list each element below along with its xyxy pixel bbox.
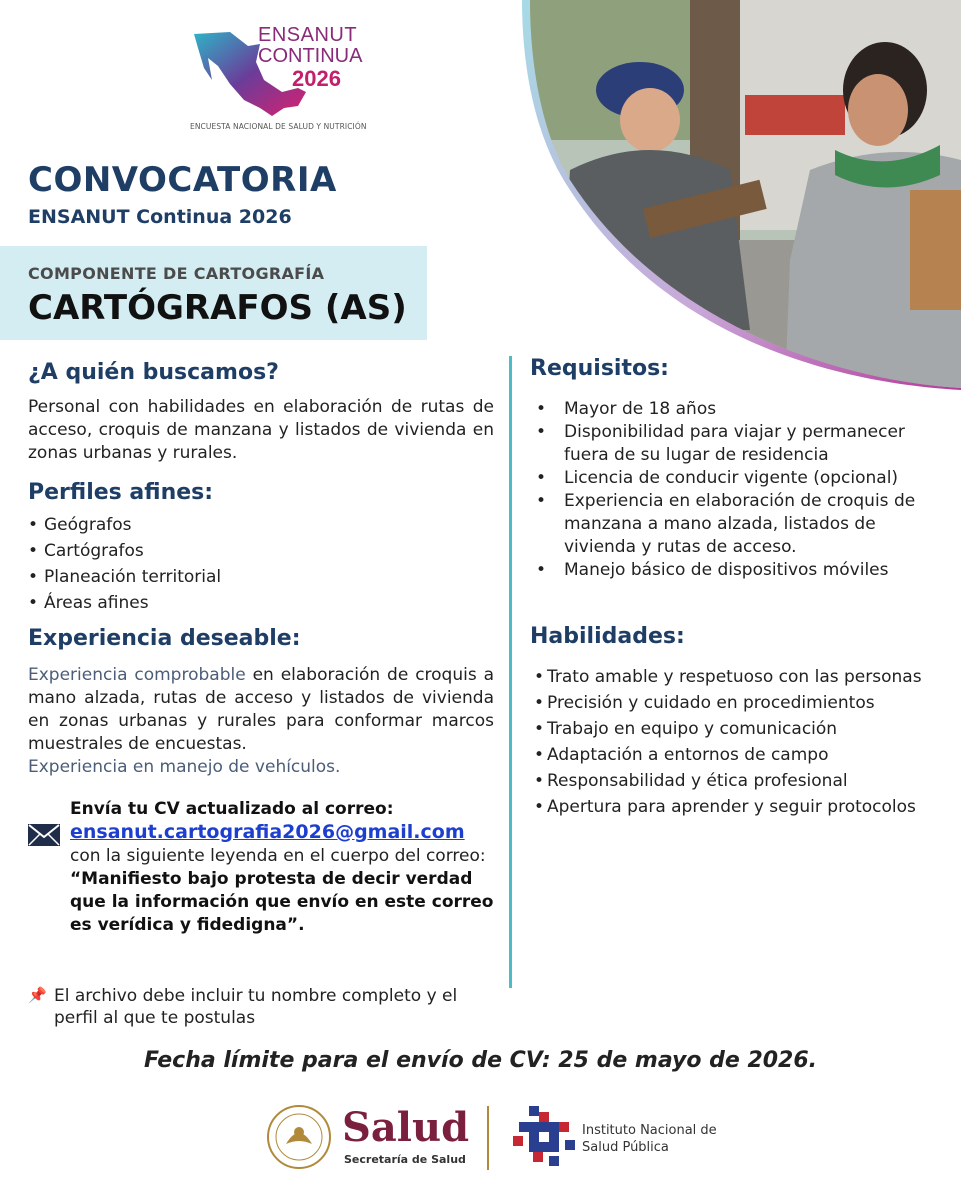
- experiencia-part3: Experiencia en manejo de vehículos.: [28, 757, 341, 777]
- list-item: • Apertura para aprender y seguir protocolos: [534, 794, 934, 820]
- contact-instruction: con la siguiente leyenda en el cuerpo del correo:: [70, 846, 486, 866]
- list-item: • Manejo básico de dispositivos móviles: [536, 559, 950, 582]
- logo-tagline: ENCUESTA NACIONAL DE SALUD Y NUTRICIÓN: [190, 122, 367, 131]
- logo-year: 2026: [292, 66, 341, 91]
- perfiles-heading: Perfiles afines:: [28, 480, 214, 505]
- list-item: • Experiencia en elaboración de croquis de manzana a mano alzada, listados de vivienda y rutas de acceso.: [536, 490, 950, 559]
- component-label: COMPONENTE DE CARTOGRAFÍA: [28, 264, 325, 283]
- experiencia-heading: Experiencia deseable:: [28, 626, 301, 651]
- page-subtitle: ENSANUT Continua 2026: [28, 206, 292, 228]
- deadline-text: Fecha límite para el envío de CV: 25 de mayo de 2026.: [143, 1048, 818, 1073]
- buscamos-text: Personal con habilidades en elaboración de rutas de acceso, croquis de manzana y listados de vivienda en zonas urbanas y rurales.: [28, 397, 494, 463]
- logo-line2: CONTINUA: [258, 45, 363, 67]
- habilidades-list: [534, 664, 934, 820]
- contact-leyenda: “Manifiesto bajo protesta de decir verdad que la información que envío en este correo es verídica y fidedigna”.: [70, 869, 494, 935]
- national-seal-icon: [266, 1104, 332, 1170]
- list-item: • Cartógrafos: [28, 538, 221, 564]
- envelope-icon: [28, 824, 60, 846]
- experiencia-text: [28, 664, 494, 779]
- column-divider: [509, 356, 512, 988]
- requisitos-list: [536, 398, 950, 582]
- logo-line1: ENSANUT: [258, 24, 358, 46]
- list-item: • Disponibilidad para viajar y permanecer fuera de su lugar de residencia: [536, 421, 950, 467]
- fieldwork-photo: [500, 0, 961, 390]
- list-item: • Responsabilidad y ética profesional: [534, 768, 934, 794]
- experiencia-part2: en elaboración de croquis a mano alzada, rutas de acceso y listados de vivienda en zonas urbanas y rurales para conformar marcos muestrales de encuestas.: [28, 665, 495, 754]
- pushpin-icon: 📌: [28, 986, 47, 1004]
- position-title: CARTÓGRAFOS (AS): [28, 288, 407, 328]
- list-item: • Geógrafos: [28, 512, 221, 538]
- list-item: • Mayor de 18 años: [536, 398, 950, 421]
- buscamos-heading: ¿A quién buscamos?: [28, 360, 279, 385]
- insp-name: Instituto Nacional de Salud Pública: [582, 1123, 717, 1155]
- insp-logo-icon: [513, 1106, 575, 1168]
- list-item: • Adaptación a entornos de campo: [534, 742, 934, 768]
- list-item: • Trato amable y respetuoso con las personas: [534, 664, 934, 690]
- email-link[interactable]: ensanut.cartografia2026@gmail.com: [70, 821, 465, 843]
- perfiles-list: [28, 512, 221, 616]
- salud-subtitle: Secretaría de Salud: [344, 1153, 466, 1166]
- habilidades-heading: Habilidades:: [530, 624, 685, 649]
- ensanut-logo: [190, 20, 370, 135]
- contact-block: [70, 798, 500, 937]
- list-item: • Precisión y cuidado en procedimientos: [534, 690, 934, 716]
- page-title: CONVOCATORIA: [28, 160, 337, 200]
- contact-intro: Envía tu CV actualizado al correo:: [70, 799, 394, 819]
- requisitos-heading: Requisitos:: [530, 356, 669, 381]
- footer-separator: [487, 1106, 489, 1170]
- salud-logo-text: Salud: [342, 1104, 470, 1151]
- list-item: • Áreas afines: [28, 590, 221, 616]
- experiencia-part1: Experiencia comprobable: [28, 665, 246, 685]
- list-item: • Licencia de conducir vigente (opcional): [536, 467, 950, 490]
- file-note: El archivo debe incluir tu nombre completo y el perfil al que te postulas: [54, 986, 458, 1028]
- list-item: • Trabajo en equipo y comunicación: [534, 716, 934, 742]
- list-item: • Planeación territorial: [28, 564, 221, 590]
